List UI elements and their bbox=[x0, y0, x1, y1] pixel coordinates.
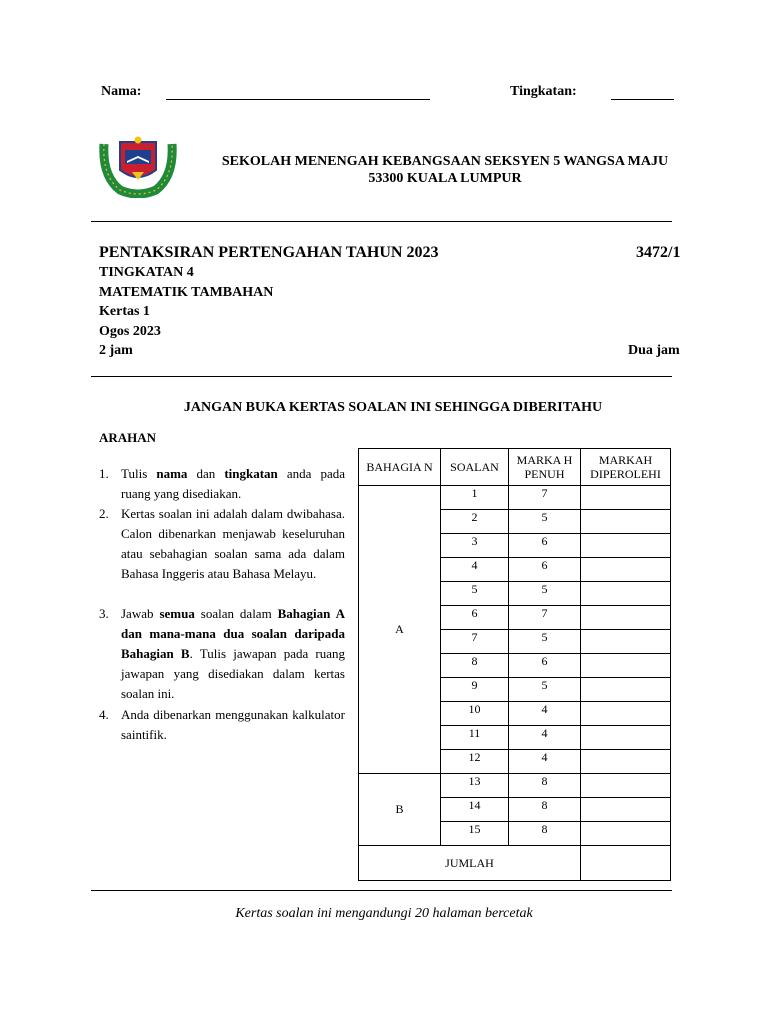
instruction-item-3 bbox=[99, 604, 345, 704]
question-number: 8 bbox=[441, 654, 509, 678]
section-label: A bbox=[359, 486, 441, 774]
full-marks: 5 bbox=[509, 582, 581, 606]
instruction-item-1 bbox=[99, 464, 345, 504]
marks-obtained-cell[interactable] bbox=[581, 582, 671, 606]
full-marks: 7 bbox=[509, 606, 581, 630]
instructions-heading: ARAHAN bbox=[99, 430, 157, 445]
header-marks-obtained: MARKAH DIPEROLEHI bbox=[581, 449, 671, 486]
marks-table-header bbox=[359, 449, 671, 486]
full-marks: 6 bbox=[509, 534, 581, 558]
instruction-text: Kertas soalan ini adalah dalam dwibahasa. Calon dibenarkan menjawab keseluruhan atau sebahagian soalan sama ada dalam Bahasa Inggeris atau Bahasa Melayu. bbox=[121, 506, 345, 581]
header-section: BAHAGIA N bbox=[359, 449, 441, 486]
total-row bbox=[359, 846, 671, 881]
instruction-number: 2. bbox=[99, 506, 109, 521]
total-marks-cell[interactable] bbox=[581, 846, 671, 881]
exam-duration: 2 jam bbox=[99, 343, 133, 358]
full-marks: 4 bbox=[509, 750, 581, 774]
marks-obtained-cell[interactable] bbox=[581, 774, 671, 798]
full-marks: 8 bbox=[509, 822, 581, 846]
table-row bbox=[359, 774, 671, 798]
exam-paper: Kertas 1 bbox=[99, 304, 150, 319]
name-label: Nama: bbox=[101, 84, 142, 99]
full-marks: 6 bbox=[509, 558, 581, 582]
table-row bbox=[359, 486, 671, 510]
question-number: 1 bbox=[441, 486, 509, 510]
question-number: 2 bbox=[441, 510, 509, 534]
school-address: 53300 KUALA LUMPUR bbox=[368, 171, 522, 186]
instruction-text: Jawab semua soalan dalam Bahagian A dan mana-mana dua soalan daripada Bahagian B. Tulis jawapan pada ruang jawapan yang disediakan dalam kertas soalan ini. bbox=[121, 606, 345, 701]
divider-middle bbox=[91, 376, 672, 377]
full-marks: 4 bbox=[509, 726, 581, 750]
marks-table-body bbox=[359, 486, 671, 846]
marks-obtained-cell[interactable] bbox=[581, 630, 671, 654]
marks-obtained-cell[interactable] bbox=[581, 486, 671, 510]
marks-obtained-cell[interactable] bbox=[581, 822, 671, 846]
question-number: 12 bbox=[441, 750, 509, 774]
full-marks: 7 bbox=[509, 486, 581, 510]
header-question: SOALAN bbox=[441, 449, 509, 486]
question-number: 4 bbox=[441, 558, 509, 582]
instruction-text: Tulis nama dan tingkatan anda pada ruang yang disediakan. bbox=[121, 466, 345, 501]
marks-table bbox=[358, 448, 671, 881]
class-blank[interactable] bbox=[611, 84, 674, 100]
instruction-item-2 bbox=[99, 504, 345, 584]
question-number: 15 bbox=[441, 822, 509, 846]
full-marks: 4 bbox=[509, 702, 581, 726]
marks-obtained-cell[interactable] bbox=[581, 534, 671, 558]
exam-date: Ogos 2023 bbox=[99, 324, 161, 339]
section-label: B bbox=[359, 774, 441, 846]
divider-bottom bbox=[91, 890, 672, 891]
question-number: 10 bbox=[441, 702, 509, 726]
full-marks: 8 bbox=[509, 798, 581, 822]
question-number: 5 bbox=[441, 582, 509, 606]
instruction-text: Anda dibenarkan menggunakan kalkulator saintifik. bbox=[121, 707, 345, 742]
marks-obtained-cell[interactable] bbox=[581, 678, 671, 702]
divider-top bbox=[91, 221, 672, 222]
marks-obtained-cell[interactable] bbox=[581, 702, 671, 726]
exam-title: PENTAKSIRAN PERTENGAHAN TAHUN 2023 bbox=[99, 244, 439, 261]
question-number: 9 bbox=[441, 678, 509, 702]
total-label: JUMLAH bbox=[359, 846, 581, 881]
full-marks: 5 bbox=[509, 510, 581, 534]
question-number: 14 bbox=[441, 798, 509, 822]
marks-obtained-cell[interactable] bbox=[581, 726, 671, 750]
question-number: 7 bbox=[441, 630, 509, 654]
full-marks: 5 bbox=[509, 630, 581, 654]
instruction-number: 1. bbox=[99, 466, 109, 481]
instruction-number: 4. bbox=[99, 707, 109, 722]
marks-obtained-cell[interactable] bbox=[581, 558, 671, 582]
school-name: SEKOLAH MENENGAH KEBANGSAAN SEKSYEN 5 WANGSA MAJU bbox=[221, 154, 669, 169]
class-label: Tingkatan: bbox=[510, 84, 577, 99]
full-marks: 5 bbox=[509, 678, 581, 702]
instruction-item-4 bbox=[99, 705, 345, 745]
school-logo bbox=[98, 136, 178, 198]
exam-form: TINGKATAN 4 bbox=[99, 265, 194, 280]
marks-obtained-cell[interactable] bbox=[581, 510, 671, 534]
marks-obtained-cell[interactable] bbox=[581, 606, 671, 630]
exam-subject: MATEMATIK TAMBAHAN bbox=[99, 285, 274, 300]
exam-duration-words: Dua jam bbox=[628, 343, 680, 358]
paper-code: 3472/1 bbox=[636, 244, 681, 261]
question-number: 13 bbox=[441, 774, 509, 798]
warning-notice: JANGAN BUKA KERTAS SOALAN INI SEHINGGA DIBERITAHU bbox=[183, 400, 603, 415]
full-marks: 6 bbox=[509, 654, 581, 678]
marks-obtained-cell[interactable] bbox=[581, 750, 671, 774]
header-full-marks: MARKA H PENUH bbox=[509, 449, 581, 486]
instruction-number: 3. bbox=[99, 606, 109, 621]
page-count-note: Kertas soalan ini mengandungi 20 halaman bercetak bbox=[235, 906, 533, 921]
question-number: 3 bbox=[441, 534, 509, 558]
question-number: 11 bbox=[441, 726, 509, 750]
question-number: 6 bbox=[441, 606, 509, 630]
name-blank[interactable] bbox=[166, 84, 430, 100]
marks-obtained-cell[interactable] bbox=[581, 798, 671, 822]
full-marks: 8 bbox=[509, 774, 581, 798]
marks-obtained-cell[interactable] bbox=[581, 654, 671, 678]
